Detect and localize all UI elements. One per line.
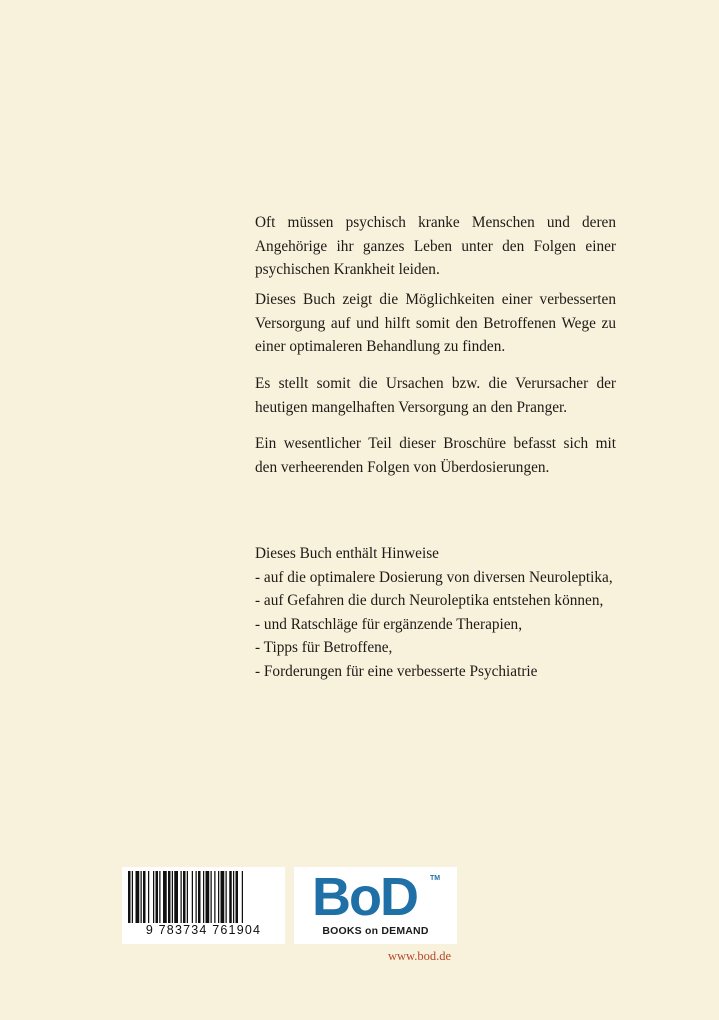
hints-list [255,542,655,683]
hint-item: - Tipps für Betroffene, [255,639,393,656]
hint-item: - auf Gefahren die durch Neuroleptika entstehen können, [255,592,604,609]
isbn-number: 9 783734 761904 [145,923,262,937]
publisher-tagline: BOOKS on DEMAND [322,925,429,937]
paragraph-1: Oft müssen psychisch kranke Menschen und deren Angehörige ihr ganzes Leben unter den Folgen einer psychischen Krankheit leiden. [255,214,616,278]
barcode [122,867,285,944]
paragraph-2: Dieses Buch zeigt die Möglichkeiten einer verbesserten Versorgung auf und hilft somit den Betroffenen Wege zu einer optimaleren Behandlung zu finden. [255,291,616,355]
paragraph-3: Es stellt somit die Ursachen bzw. die Verursacher der heutigen mangelhaften Versorgung an den Pranger. [255,375,616,416]
barcode-bars [128,871,279,923]
hint-item: - und Ratschläge für ergänzende Therapien, [255,615,523,633]
hint-item: - Forderungen für eine verbesserte Psychiatrie [255,662,538,680]
paragraph-4: Ein wesentlicher Teil dieser Broschüre befasst sich mit den verheerenden Folgen von Überdosierungen. [255,435,616,476]
hints-intro: Dieses Buch enthält Hinweise [255,545,439,562]
hint-item: - auf die optimalere Dosierung von diversen Neuroleptika, [255,568,613,586]
trademark-mark: TM [430,875,441,882]
publisher-url[interactable]: www.bod.de [388,949,452,963]
publisher-logo [294,867,457,944]
bod-logo-text: BoD [312,867,417,927]
